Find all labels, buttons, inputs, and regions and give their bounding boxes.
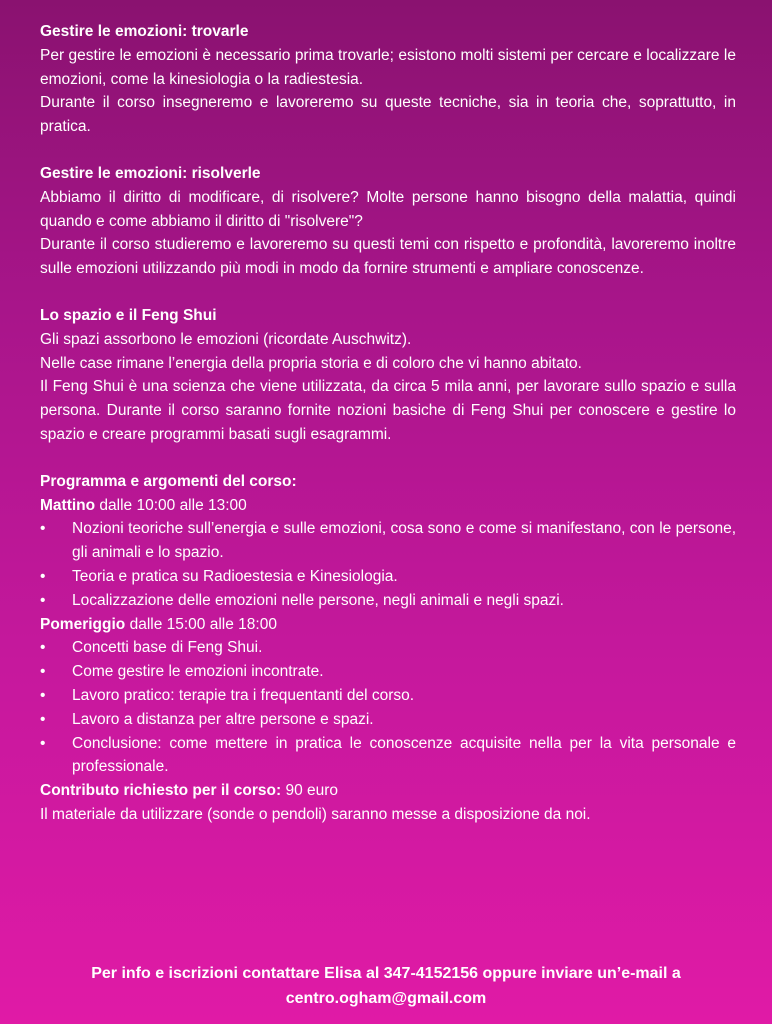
section-paragraph: Per gestire le emozioni è necessario prima trovarle; esistono molti sistemi per cercare e localizzare le emozioni, come la kinesiologia o la radiestesia. xyxy=(40,46,736,88)
morning-list xyxy=(40,517,736,612)
section-paragraph: Durante il corso studieremo e lavoreremo su questi temi con rispetto e profondità, lavoreremo inoltre sulle emozioni utilizzando più modi in modo da fornire strumenti e ampliare conoscenze. xyxy=(40,236,736,278)
section-paragraph: Gli spazi assorbono le emozioni (ricordate Auschwitz). xyxy=(40,330,412,348)
list-item: • Conclusione: come mettere in pratica le conoscenze acquisite nella per la vita personale e professionale. xyxy=(40,732,736,780)
section-title: Gestire le emozioni: trovarle xyxy=(40,23,249,40)
section-paragraph: Il Feng Shui è una scienza che viene utilizzata, da circa 5 mila anni, per lavorare sullo spazio e sulla persona. Durante il corso saranno fornite nozioni basiche di Feng Shui per conoscere e gestire lo spazio e creare programmi basati sugli esagrammi. xyxy=(40,378,736,443)
contact-email[interactable]: centro.ogham@gmail.com xyxy=(285,990,487,1007)
contact-footer xyxy=(0,961,772,1011)
list-item: • Lavoro pratico: terapie tra i frequentanti del corso. xyxy=(40,684,736,708)
section-find-emotions xyxy=(40,20,736,139)
morning-label: Mattino xyxy=(40,496,96,514)
section-title: Gestire le emozioni: risolverle xyxy=(40,164,261,182)
afternoon-time: dalle 15:00 alle 18:00 xyxy=(125,615,277,633)
contribution xyxy=(40,779,736,803)
morning-time: dalle 10:00 alle 13:00 xyxy=(95,496,247,514)
flyer-content xyxy=(40,20,736,827)
morning-heading xyxy=(40,494,736,518)
afternoon-heading xyxy=(40,613,736,637)
section-paragraph: Durante il corso insegneremo e lavoreremo su queste tecniche, sia in teoria che, soprattutto, in pratica. xyxy=(40,94,736,136)
contribution-value: 90 euro xyxy=(281,782,339,800)
afternoon-label: Pomeriggio xyxy=(40,615,126,633)
section-paragraph: Abbiamo il diritto di modificare, di risolvere? Molte persone hanno bisogno della malattia, quindi quando e come abbiamo il diritto di "risolvere"? xyxy=(40,188,736,230)
contribution-label: Contributo richiesto per il corso: xyxy=(40,782,282,800)
afternoon-list xyxy=(40,636,736,779)
section-resolve-emotions xyxy=(40,162,736,281)
list-item: • Teoria e pratica su Radioestesia e Kinesiologia. xyxy=(40,565,736,589)
program-section xyxy=(40,470,736,827)
list-item: • Lavoro a distanza per altre persone e spazi. xyxy=(40,708,736,732)
list-item: • Nozioni teoriche sull’energia e sulle emozioni, cosa sono e come si manifestano, con le persone, gli animali e lo spazio. xyxy=(40,517,736,565)
section-feng-shui xyxy=(40,304,736,447)
program-title: Programma e argomenti del corso: xyxy=(40,472,297,490)
section-paragraph: Nelle case rimane l’energia della propria storia e di coloro che vi hanno abitato. xyxy=(40,354,582,372)
list-item: • Come gestire le emozioni incontrate. xyxy=(40,660,736,684)
material-note: Il materiale da utilizzare (sonde o pendoli) saranno messe a disposizione da noi. xyxy=(40,805,591,823)
contact-text: Per info e iscrizioni contattare Elisa al 347-4152156 oppure inviare un’e-mail a xyxy=(91,965,681,982)
section-title: Lo spazio e il Feng Shui xyxy=(40,306,217,324)
list-item: • Localizzazione delle emozioni nelle persone, negli animali e negli spazi. xyxy=(40,589,736,613)
list-item: • Concetti base di Feng Shui. xyxy=(40,636,736,660)
